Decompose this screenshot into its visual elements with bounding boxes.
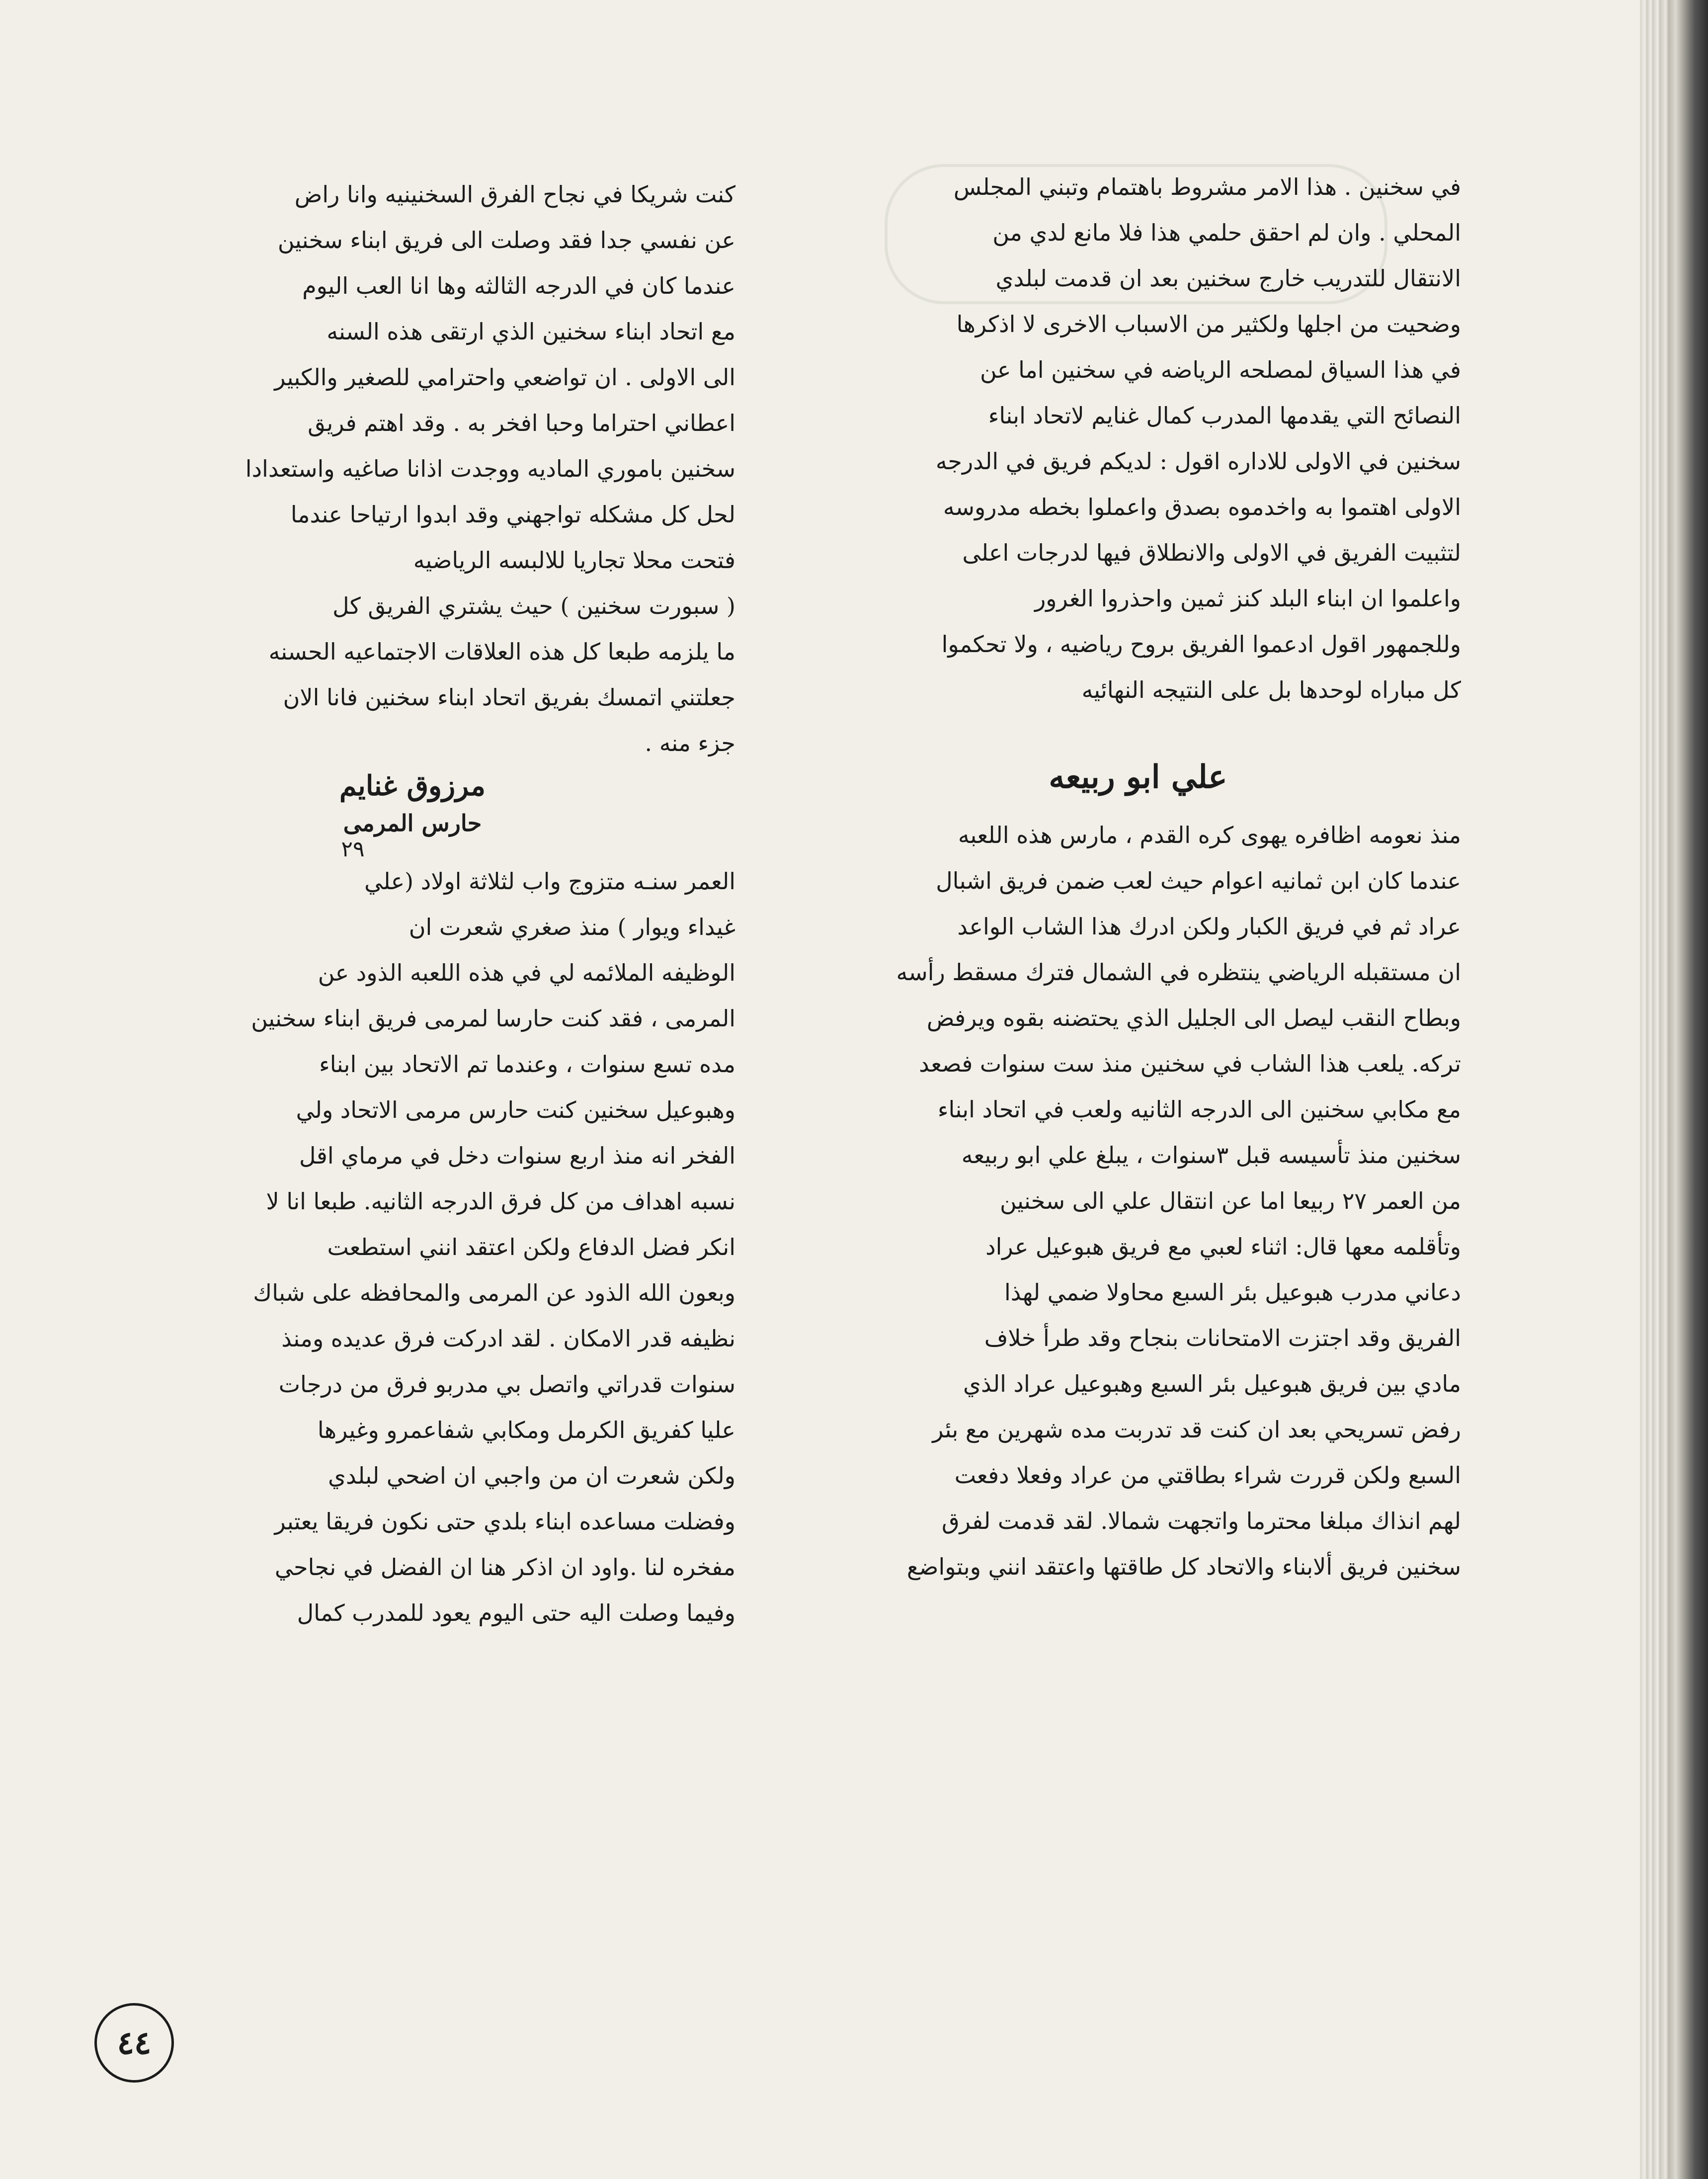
text-line: نظيفه قدر الامكان . لقد ادركت فرق عديده ومنذ — [281, 1325, 735, 1352]
text-line: عندما كان ابن ثمانيه اعوام حيث لعب ضمن فريق اشبال — [936, 867, 1461, 894]
text-line: واعلموا ان ابناء البلد كنز ثمين واحذروا الغرور — [1035, 585, 1461, 612]
text-line: الفريق وقد اجتزت الامتحانات بنجاح وقد طرأ خلاف — [984, 1325, 1461, 1351]
text-line: وفيما وصلت اليه حتى اليوم يعود للمدرب كمال — [297, 1599, 735, 1626]
right-column-bottom-paragraph — [815, 812, 1461, 1590]
text-line: سخنين منذ تأسيسه قبل ٣سنوات ، يبلغ علي ابو ربيعه — [961, 1142, 1461, 1169]
text-line: سخنين فريق ألابناء والاتحاد كل طاقتها واعتقد انني وبتواضع — [906, 1553, 1461, 1580]
text-line: مده تسع سنوات ، وعندما تم الاتحاد بين ابناء — [319, 1051, 735, 1078]
text-line: السبع ولكن قررت شراء بطاقتي من عراد وفعلا دفعت — [954, 1462, 1461, 1489]
right-column — [815, 164, 1461, 1590]
text-line: ان مستقبله الرياضي ينتظره في الشمال فترك مسقط رأسه — [896, 959, 1461, 986]
text-line: سخنين في الاولى للاداره اقول : لديكم فريق في الدرجه — [935, 448, 1461, 475]
section-heading-marzouq-ghanayem: مرزوق غنايم — [339, 769, 486, 802]
text-line: الانتقال للتدريب خارج سخنين بعد ان قدمت لبلدي — [995, 265, 1461, 292]
text-line: ولكن شعرت ان من واجبي ان اضحي لبلدي — [327, 1462, 735, 1489]
text-line: دعاني مدرب هبوعيل بئر السبع محاولا ضمي لهذا — [1004, 1279, 1461, 1306]
text-line: كل مباراه لوحدها بل على النتيجه النهائيه — [1081, 676, 1461, 703]
section-heading-ali-abu-rabia: علي ابو ربيعه — [1049, 758, 1227, 796]
text-line: الوظيفه الملائمه لي في هذه اللعبه الذود عن — [318, 959, 735, 986]
text-line: كنت شريكا في نجاح الفرق السخنينيه وانا راض — [294, 181, 735, 208]
text-line: وفضلت مساعده ابناء بلدي حتى نكون فريقا يعتبر — [274, 1508, 735, 1535]
text-line: في هذا السياق لمصلحه الرياضه في سخنين اما عن — [980, 356, 1461, 383]
text-line: جزء منه . — [645, 730, 735, 756]
text-line: وبطاح النقب ليصل الى الجليل الذي يحتضنه بقوه ويرفض — [926, 1005, 1461, 1031]
text-line: سخنين باموري الماديه ووجدت اذانا صاغيه واستعدادا — [245, 455, 735, 482]
text-line: الفخر انه منذ اربع سنوات دخل في مرماي اقل — [299, 1142, 735, 1169]
text-line: مادي بين فريق هبوعيل بئر السبع وهبوعيل عراد الذي — [963, 1370, 1461, 1397]
text-line: عندما كان في الدرجه الثالثه وها انا العب اليوم — [302, 272, 735, 299]
text-line: النصائح التي يقدمها المدرب كمال غنايم لاتحاد ابناء — [988, 402, 1461, 429]
text-line: المرمى ، فقد كنت حارسا لمرمى فريق ابناء سخنين — [251, 1005, 735, 1032]
page-number: ٤٤ — [94, 2003, 174, 2083]
text-line: رفض تسريحي بعد ان كنت قد تدربت مده شهرين مع بئر — [932, 1416, 1461, 1443]
text-line: فتحت محلا تجاريا للالبسه الرياضيه — [413, 547, 735, 574]
text-line: ( سبورت سخنين ) حيث يشتري الفريق كل — [332, 592, 735, 619]
left-column-bottom-paragraph — [89, 858, 735, 1636]
text-line: الاولى اهتموا به واخدموه بصدق واعملوا بخطه مدروسه — [943, 494, 1461, 520]
text-line: في سخنين . هذا الامر مشروط باهتمام وتبني المجلس — [953, 173, 1461, 200]
text-line: نسبه اهداف من كل فرق الدرجه الثانيه. طبعا انا لا — [266, 1188, 735, 1215]
text-line: منذ نعومه اظافره يهوى كره القدم ، مارس هذه اللعبه — [958, 822, 1461, 848]
right-column-top-paragraph — [815, 164, 1461, 713]
text-line: غيداء ويوار ) منذ صغري شعرت ان — [408, 914, 735, 940]
text-line: انكر فضل الدفاع ولكن اعتقد انني استطعت — [327, 1234, 735, 1260]
text-line: الى الاولى . ان تواضعي واحترامي للصغير والكبير — [274, 364, 735, 391]
text-line: وللجمهور اقول ادعموا الفريق بروح رياضيه ، ولا تحكموا — [941, 631, 1461, 658]
text-line: ما يلزمه طبعا كل هذه العلاقات الاجتماعيه الحسنه — [268, 638, 735, 665]
text-line: من العمر ٢٧ ربيعا اما عن انتقال علي الى سخنين — [1000, 1187, 1461, 1214]
text-line: مفخره لنا .واود ان اذكر هنا ان الفضل في نجاحي — [274, 1554, 735, 1581]
text-line: مع اتحاد ابناء سخنين الذي ارتقى هذه السنه — [326, 318, 735, 345]
text-line: سنوات قدراتي واتصل بي مدربو فرق من درجات — [278, 1371, 735, 1398]
text-line: اعطاني احتراما وحبا افخر به . وقد اهتم فريق — [308, 410, 735, 436]
section-subheading-goalkeeper: حارس المرمى — [343, 810, 482, 837]
text-line: مع مكابي سخنين الى الدرجه الثانيه ولعب في اتحاد ابناء — [937, 1096, 1461, 1123]
text-line: عن نفسي جدا فقد وصلت الى فريق ابناء سخنين — [277, 227, 735, 253]
left-column — [89, 171, 735, 1636]
left-column-top-paragraph — [89, 171, 735, 766]
age-number: ٢٩ — [341, 837, 365, 862]
text-line: المحلي . وان لم احقق حلمي هذا فلا مانع لدي من — [992, 219, 1461, 246]
text-line: وهبوعيل سخنين كنت حارس مرمى الاتحاد ولي — [296, 1096, 735, 1123]
text-line: لهم انذاك مبلغا محترما واتجهت شمالا. لقد قدمت لفرق — [941, 1508, 1461, 1534]
text-line: العمر سنـه متزوج واب لثلاثة اولاد (علي — [364, 868, 735, 895]
text-line: لحل كل مشكله تواجهني وقد ابدوا ارتياحا عندما — [290, 501, 735, 528]
text-line: عراد ثم في فريق الكبار ولكن ادرك هذا الشاب الواعد — [957, 913, 1461, 940]
text-line: وبعون الله الذود عن المرمى والمحافظه على شباك — [253, 1279, 735, 1306]
text-line: وضحيت من اجلها ولكثير من الاسباب الاخرى لا اذكرها — [956, 311, 1461, 337]
text-line: وتأقلمه معها قال: اثناء لعبي مع فريق هبوعيل عراد — [985, 1233, 1461, 1260]
book-page-edges — [1640, 0, 1708, 2179]
text-line: لتثبيت الفريق في الاولى والانطلاق فيها لدرجات اعلى — [962, 539, 1461, 566]
text-line: تركه. يلعب هذا الشاب في سخنين منذ ست سنوات فصعد — [919, 1050, 1461, 1077]
text-line: جعلتني اتمسك بفريق اتحاد ابناء سخنين فانا الان — [283, 684, 735, 711]
text-line: عليا كفريق الكرمل ومكابي شفاعمرو وغيرها — [317, 1417, 735, 1443]
